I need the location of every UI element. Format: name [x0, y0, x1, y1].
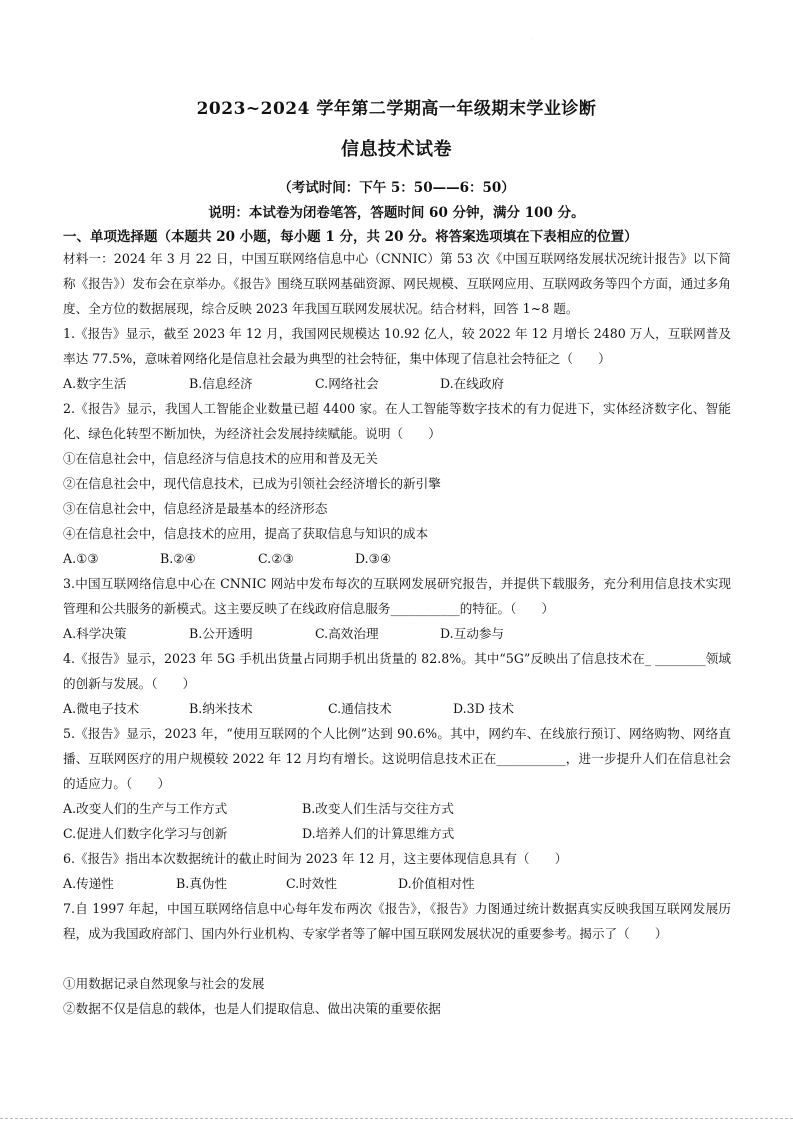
question-6-option-c: C.时效性 [286, 876, 337, 891]
question-2-option-d: D.③④ [355, 551, 392, 566]
question-5-stem: 5.《报告》显示，2023 年，“使用互联网的个人比例”达到 90.6%。其中，网约车、在线旅行预订、网络购物、网络直播、互联网医疗的用户规模较 2022 年 12 月均有增长。这说明信息技术正在___________，进一步提升人们在信息社会的适应力。（ ） [63, 726, 731, 791]
question-1-stem: 1.《报告》显示，截至 2023 年 12 月，我国网民规模达 10.92 亿人，较 2022 年 12 月增长 2480 万人，互联网普及率达 77.5%，意味着网络化是信息社会最为典型的社会特征，集中体现了信息社会特征之（ ） [63, 326, 731, 366]
question-7-item-2: ②数据不仅是信息的载体，也是人们提取信息、做出决策的重要依据 [63, 1001, 441, 1016]
question-4-option-c: C.通信技术 [328, 701, 392, 716]
question-4-option-d: D.3D 技术 [453, 701, 514, 716]
question-7-stem: 7.自 1997 年起，中国互联网络信息中心每年发布两次《报告》，《报告》力图通过统计数据真实反映我国互联网发展历程，成为我国政府部门、国内外行业机构、专家学者等了解中国互联网发展状况的重要参考。揭示了（ ） [63, 901, 731, 941]
question-5-option-c: C.促进人们数字化学习与创新 [63, 826, 228, 841]
question-1-option-c: C.网络社会 [315, 376, 379, 391]
section-title: 一、单项选择题（本题共 20 小题，每小题 1 分，共 20 分。将答案选项填在下表相应的位置） [63, 229, 638, 245]
question-5-option-b: B.改变人们生活与交往方式 [302, 801, 454, 816]
question-3-option-b: B.公开透明 [189, 626, 253, 641]
question-3-stem: 3.中国互联网络信息中心在 CNNIC 网站中发布每次的互联网发展研究报告，并提供下载服务，充分利用信息技术实现管理和公共服务的新模式。这主要反映了在线政府信息服务___________的特征。（ ） [63, 576, 731, 616]
page-title: 2023~2024 学年第二学期高一年级期末学业诊断 [196, 99, 597, 119]
question-7-item-1: ①用数据记录自然现象与社会的发展 [63, 976, 265, 991]
material-paragraph: 材料一：2024 年 3 月 22 日，中国互联网络信息中心（CNNIC）第 53 次《中国互联网络发展状况统计报告》以下简称《报告》）发布会在京举办。《报告》围绕互联网基础资源、网民规模、互联网应用、互联网政务等四个方面，通过多角度、全方位的数据展现，综合反映 2023 年我国互联网发展状况。结合材料，回答 1~8 题。 [63, 251, 731, 316]
page-bottom-rule [0, 1118, 793, 1119]
question-3-option-a: A.科学决策 [63, 626, 127, 641]
question-5-option-a: A.改变人们的生产与工作方式 [63, 801, 228, 816]
question-1-option-b: B.信息经济 [189, 376, 253, 391]
question-2-item-4: ④在信息社会中，信息技术的应用，提高了获取信息与知识的成本 [63, 526, 429, 541]
page-subtitle: 信息技术试卷 [341, 139, 452, 160]
question-1-option-d: D.在线政府 [440, 376, 505, 391]
question-6-option-d: D.价值相对性 [398, 876, 475, 891]
question-3-option-d: D.互动参与 [440, 626, 505, 641]
question-2-option-b: B.②④ [160, 551, 196, 566]
question-6-option-a: A.传递性 [63, 876, 114, 891]
exam-time: （考试时间：下午 5：50——6：50） [278, 180, 515, 196]
question-6-stem: 6.《报告》指出本次数据统计的截止时间为 2023 年 12 月，这主要体现信息具有（ ） [63, 851, 568, 866]
question-3-option-c: C.高效治理 [315, 626, 379, 641]
question-5-option-d: D.培养人们的计算思维方式 [302, 826, 455, 841]
question-1-option-a: A.数字生活 [63, 376, 127, 391]
question-6-option-b: B.真伪性 [176, 876, 228, 891]
question-4-option-a: A.微电子技术 [63, 701, 140, 716]
question-4-stem: 4.《报告》显示，2023 年 5G 手机出货量占同期手机出货量的 82.8%。其中“5G”反映出了信息技术在_ ________领域的创新与发展。（ ） [63, 651, 731, 691]
question-2-option-a: A.①③ [63, 551, 99, 566]
question-4-option-b: B.纳米技术 [189, 701, 253, 716]
question-2-stem: 2.《报告》显示，我国人工智能企业数量已超 4400 家。在人工智能等数字技术的有力促进下，实体经济数字化、智能化、绿色化转型不断加快，为经济社会发展持续赋能。说明（ ） [63, 401, 731, 441]
question-2-item-1: ①在信息社会中，信息经济与信息技术的应用和普及无关 [63, 451, 378, 466]
exam-note: 说明：本试卷为闭卷笔答，答题时间 60 分钟，满分 100 分。 [208, 205, 585, 221]
question-2-item-2: ②在信息社会中，现代信息技术，已成为引领社会经济增长的新引擎 [63, 476, 441, 491]
question-2-option-c: C.②③ [258, 551, 294, 566]
corner-mark: · [532, 36, 534, 43]
question-2-item-3: ③在信息社会中，信息经济是最基本的经济形态 [63, 501, 328, 516]
